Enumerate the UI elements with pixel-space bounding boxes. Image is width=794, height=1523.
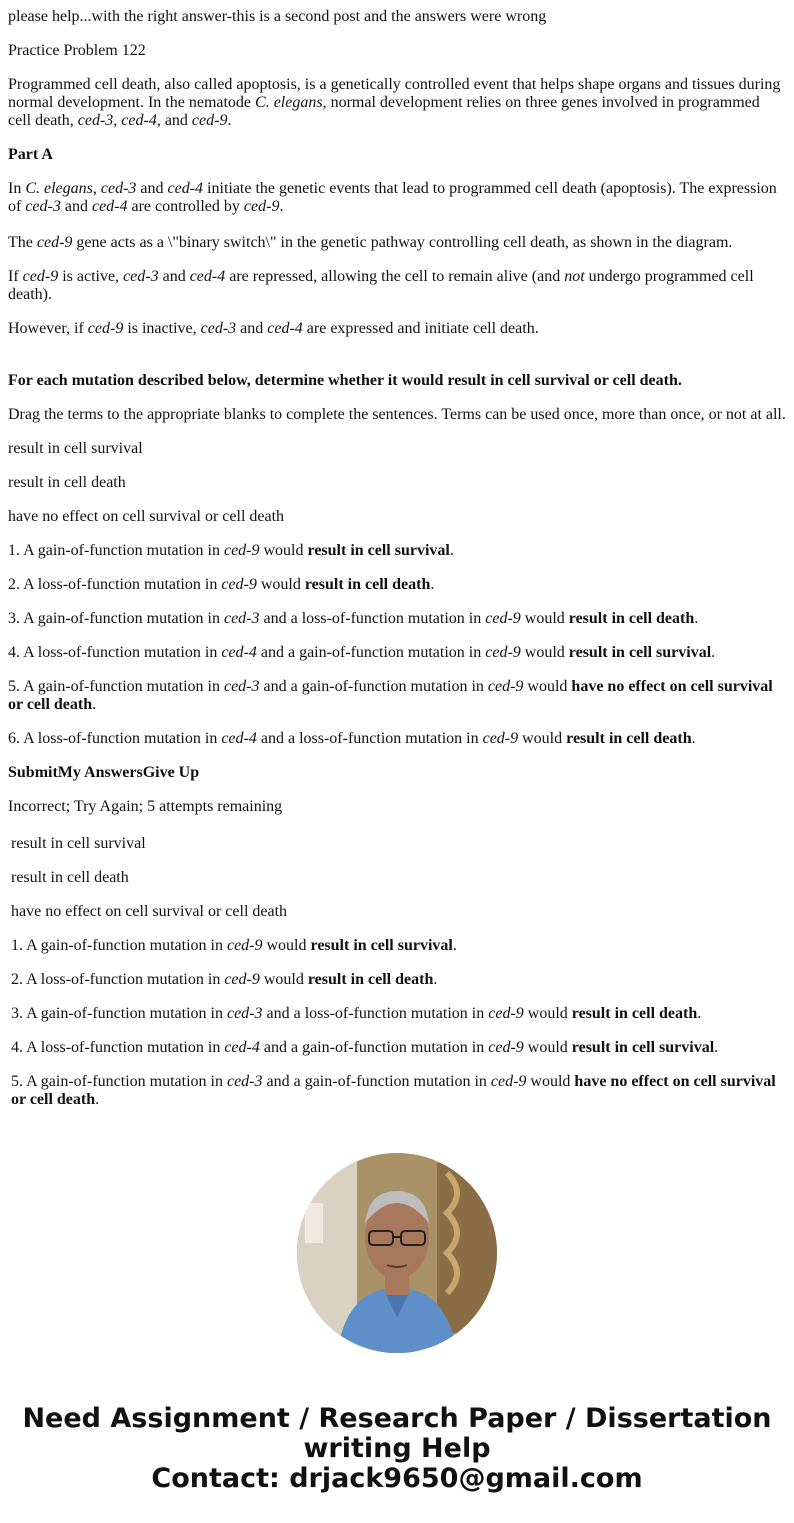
term-death-repeat: result in cell death xyxy=(11,869,129,886)
answer-blank-4[interactable]: result in cell survival xyxy=(568,644,712,661)
question-2: 2. A loss-of-function mutation in ced-9 would result in cell death. xyxy=(8,576,435,593)
problem-title: Practice Problem 122 xyxy=(8,42,146,59)
answer-blank-5[interactable]: have no effect on cell survival or cell death xyxy=(8,678,773,713)
question-6: 6. A loss-of-function mutation in ced-4 and a loss-of-function mutation in ced-9 would result in cell death. xyxy=(8,730,696,747)
term-no-effect[interactable]: have no effect on cell survival or cell death xyxy=(8,508,285,525)
drag-instruction: Drag the terms to the appropriate blanks to complete the sentences. Terms can be used once, more than once, or not at all. xyxy=(8,406,786,423)
paragraph-active: If ced-9 is active, ced-3 and ced-4 are repressed, allowing the cell to remain alive (and not undergo programmed cell death). xyxy=(8,268,754,303)
question-3: 3. A gain-of-function mutation in ced-3 and a loss-of-function mutation in ced-9 would result in cell death. xyxy=(8,610,699,627)
question-3-repeat: 3. A gain-of-function mutation in ced-3 and a loss-of-function mutation in ced-9 would result in cell death. xyxy=(11,1005,702,1022)
paragraph-intro: Programmed cell death, also called apoptosis, is a genetically controlled event that helps shape organs and tissues during normal development. In the nematode C. elegans, normal development relies on three genes involved in programmed cell death, ced-3, ced-4, and ced-9. xyxy=(8,76,781,129)
banner-contact: Contact: drjack9650@gmail.com xyxy=(151,1463,643,1494)
intro-text: please help...with the right answer-this is a second post and the answers were wrong xyxy=(8,8,547,25)
question-5-repeat: 5. A gain-of-function mutation in ced-3 and a gain-of-function mutation in ced-9 would have no effect on cell survival or cell death. xyxy=(11,1073,776,1108)
submit-button[interactable]: Submit xyxy=(8,764,58,781)
answer-blank-1[interactable]: result in cell survival xyxy=(307,542,450,559)
paragraph-switch: The ced-9 gene acts as a \"binary switch\" in the genetic pathway controlling cell death, as shown in the diagram. xyxy=(8,234,733,251)
my-answers-button[interactable]: My Answers xyxy=(57,764,143,781)
feedback-text: Incorrect; Try Again; 5 attempts remaining xyxy=(8,798,283,815)
paragraph-inactive: However, if ced-9 is inactive, ced-3 and ced-4 are expressed and initiate cell death. xyxy=(8,320,539,337)
instruction-heading: For each mutation described below, determine whether it would result in cell survival or cell death. xyxy=(8,372,682,389)
question-1: 1. A gain-of-function mutation in ced-9 would result in cell survival. xyxy=(8,542,454,559)
question-4-repeat: 4. A loss-of-function mutation in ced-4 and a gain-of-function mutation in ced-9 would result in cell survival. xyxy=(11,1039,719,1056)
banner-line-2: writing Help xyxy=(303,1433,491,1464)
answer-blank-3[interactable]: result in cell death xyxy=(568,610,695,627)
answer-blank-2[interactable]: result in cell death xyxy=(304,576,431,593)
question-2-repeat: 2. A loss-of-function mutation in ced-9 would result in cell death. xyxy=(11,971,438,988)
question-1-repeat: 1. A gain-of-function mutation in ced-9 would result in cell survival. xyxy=(11,937,457,954)
term-survival[interactable]: result in cell survival xyxy=(8,440,143,457)
term-no-effect-repeat: have no effect on cell survival or cell death xyxy=(11,903,288,920)
promo-banner xyxy=(0,1404,794,1494)
paragraph-genes: In C. elegans, ced-3 and ced-4 initiate the genetic events that lead to programmed cell death (apoptosis). The expression of ced-3 and ced-4 are controlled by ced-9. xyxy=(8,180,777,215)
term-survival-repeat: result in cell survival xyxy=(11,835,146,852)
person-photo-icon xyxy=(297,1153,497,1353)
answer-blank-6[interactable]: result in cell death xyxy=(566,730,692,747)
part-a-heading: Part A xyxy=(8,146,53,163)
question-5: 5. A gain-of-function mutation in ced-3 and a gain-of-function mutation in ced-9 would have no effect on cell survival or cell death. xyxy=(8,678,773,713)
term-death[interactable]: result in cell death xyxy=(8,474,126,491)
avatar xyxy=(297,1153,497,1353)
question-4: 4. A loss-of-function mutation in ced-4 and a gain-of-function mutation in ced-9 would result in cell survival. xyxy=(8,644,716,661)
button-row xyxy=(8,764,786,782)
give-up-button[interactable]: Give Up xyxy=(142,764,200,781)
banner-line-1: Need Assignment / Research Paper / Dissertation xyxy=(22,1403,772,1434)
